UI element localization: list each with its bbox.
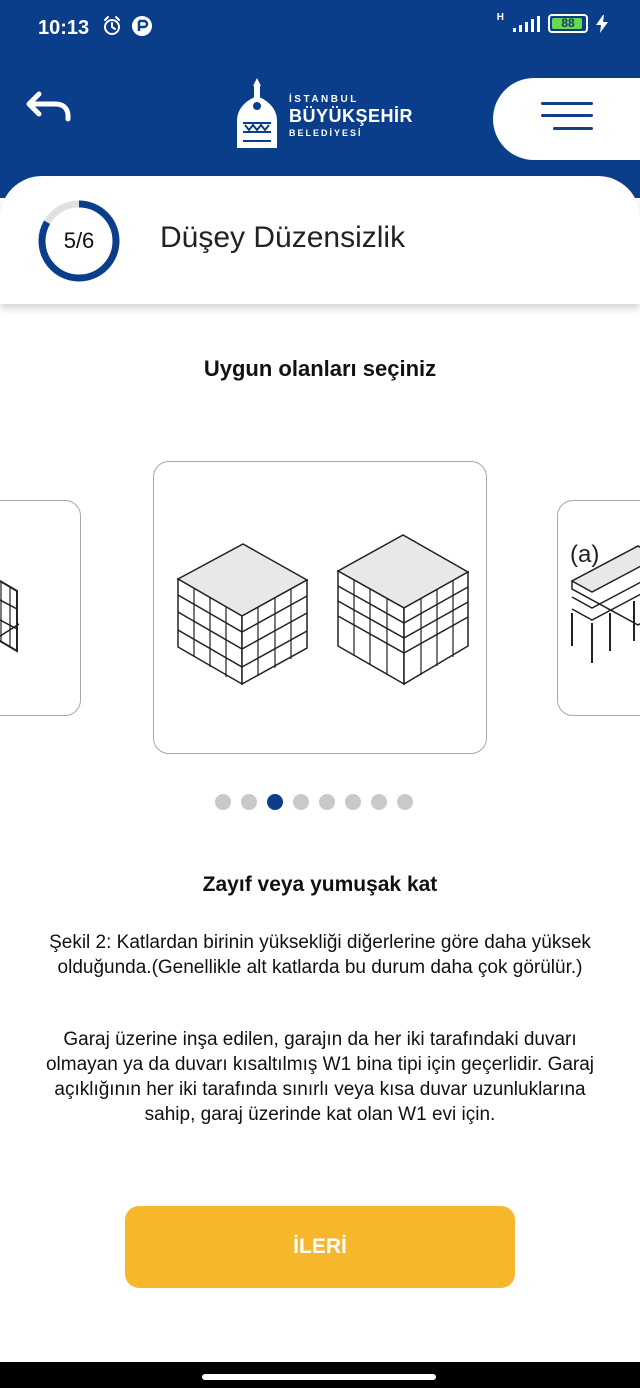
next-option-card[interactable] [557,500,640,716]
soft-story-building-illustration [154,462,487,754]
carousel-dot[interactable] [241,794,257,810]
description-paragraph-1: Şekil 2: Katlardan birinin yüksekliği diğerlerine göre daha yüksek olduğunda.(Genellikle alt katlarda bu durum daha çok görülür.) [49,932,591,978]
building-right [338,535,468,684]
open-ground-floor-building-illustration [558,501,640,716]
back-arrow-icon[interactable] [24,87,74,127]
mosque-icon [231,78,283,150]
app-notification-icon [131,15,153,37]
previous-option-card[interactable] [0,500,81,716]
status-bar [0,0,640,48]
carousel-pagination [215,794,413,810]
home-indicator[interactable] [202,1374,436,1380]
carousel-dot[interactable] [397,794,413,810]
istanbul-municipality-logo [231,78,413,150]
alarm-icon [101,15,123,37]
step-title: Düşey Düzensizlik [160,221,406,254]
step-header-card [0,176,640,304]
carousel-dot[interactable] [215,794,231,810]
description-paragraph-2: Garaj üzerine inşa edilen, garajın da her iki tarafındaki duvarı olmayan ya da duvarı kısaltılmış W1 bina tipi için geçerlidir. Garaj açıklığının her iki tarafında sınırlı veya kısa duvar uzunluklarına sahip, garaj üzerinde kat olan W1 evi için. [45,1029,595,1125]
signal-icon [512,15,540,33]
selection-instruction: Uygun olanları seçiniz [203,356,437,381]
carousel-dot[interactable] [319,794,335,810]
network-type: H [496,12,504,23]
battery-level: 88 [561,16,575,30]
current-option-card[interactable] [153,461,487,754]
logo-line-istanbul: İSTANBUL [289,94,359,105]
menu-line [553,127,593,130]
carousel-dot-active[interactable] [267,794,283,810]
status-time: 10:13 [38,17,90,39]
charging-icon [596,15,608,33]
menu-button[interactable] [493,78,640,160]
logo-line-belediyesi: BELEDİYESİ [289,128,363,138]
building-illustration [0,501,81,716]
carousel-dot[interactable] [293,794,309,810]
logo-line-buyuksehir: BÜYÜKŞEHİR [289,106,414,126]
building-left [178,544,307,684]
logo-text [289,94,413,138]
next-button[interactable]: İLERİ [125,1206,515,1288]
step-progress: 5/6 [63,228,95,253]
menu-line [541,102,593,105]
carousel-dot[interactable] [345,794,361,810]
carousel-dot[interactable] [371,794,387,810]
section-title: Zayıf veya yumuşak kat [202,873,438,896]
battery-icon [548,14,588,33]
status-right [497,14,608,33]
menu-line [541,114,593,117]
option-label: (a) [570,541,600,568]
